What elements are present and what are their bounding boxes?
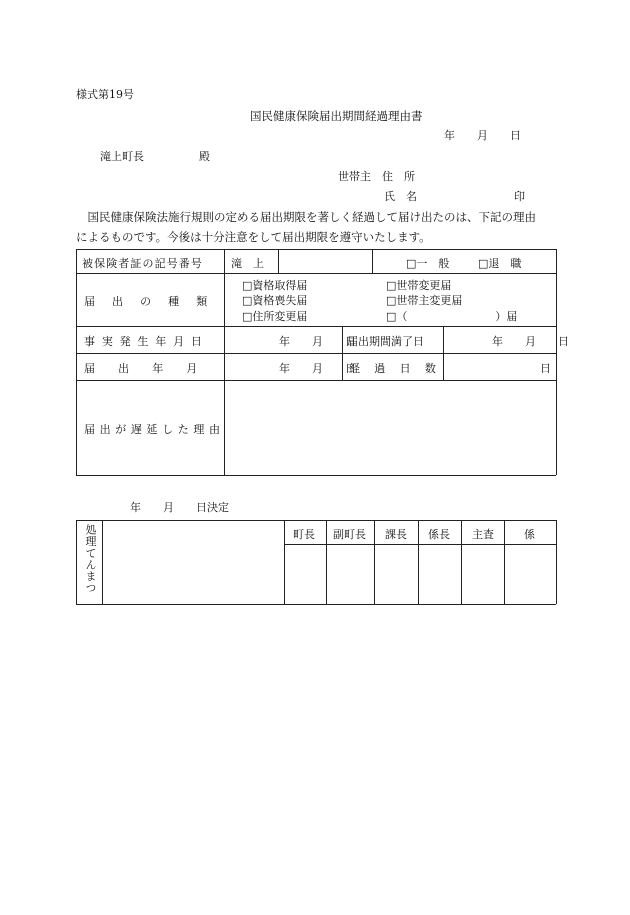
body-text-line-2: によるものです。今後は十分注意をして届出期限を遵守いたします。 (76, 230, 431, 244)
addressee: 滝上町長 殿 (100, 150, 210, 163)
approver-header-subsection-chief: 係長 (428, 528, 450, 541)
deadline-expiry-label: 届出期間満了日 (347, 335, 424, 348)
approver-header-inspector: 主査 (472, 528, 494, 541)
processing-notes-field[interactable] (103, 521, 283, 603)
stamp-box-section-chief[interactable] (375, 545, 418, 603)
form-number: 様式第19号 (76, 88, 134, 101)
general-checkbox[interactable]: □一 般 (406, 257, 450, 270)
body-text-line-1: 国民健康保険法施行規則の定める届出期限を著しく経過して届け出たのは、下記の理由 (76, 210, 536, 224)
approver-header-section-chief: 課長 (385, 528, 407, 541)
form-title: 国民健康保険届出期間経過理由書 (250, 109, 423, 123)
occurrence-date-label: 事実発生年月日 (84, 335, 209, 348)
decision-date[interactable]: 年 月 日決定 (130, 501, 229, 514)
retired-checkbox[interactable]: □退 職 (478, 257, 522, 270)
delay-reason-field[interactable] (225, 381, 555, 474)
insurance-card-number-field[interactable] (279, 250, 371, 272)
stamp-box-deputy-mayor[interactable] (327, 545, 374, 603)
insurance-card-prefix: 滝 上 (231, 257, 264, 270)
stamp-box-staff[interactable] (505, 545, 556, 603)
submission-date[interactable]: 年 月 日 (444, 129, 521, 142)
notification-date-field[interactable]: 年 月 日 (279, 362, 356, 375)
option-householder-change[interactable]: □世帯主変更届 (386, 294, 463, 307)
householder-name-label: 氏 名 (384, 190, 417, 203)
approver-header-staff: 係 (524, 528, 535, 541)
elapsed-days-label: 経過日数 (349, 362, 451, 375)
deadline-expiry-field[interactable]: 年 月 日 (492, 335, 569, 348)
option-qualification-lost[interactable]: □資格喪失届 (242, 294, 308, 307)
notification-date-label: 届出年月 (84, 362, 221, 375)
elapsed-days-unit[interactable]: 日 (540, 362, 551, 375)
householder-address-label: 世帯主 住 所 (338, 170, 415, 183)
approver-header-deputy-mayor: 副町長 (333, 528, 366, 541)
stamp-box-subsection-chief[interactable] (419, 545, 461, 603)
seal-mark: 印 (514, 190, 525, 203)
notification-type-label: 届出の種類 (84, 295, 225, 308)
approver-header-mayor: 町長 (293, 528, 315, 541)
option-qualification-acquired[interactable]: □資格取得届 (242, 279, 308, 292)
insurance-card-number-label: 被保険者証の記号番号 (82, 257, 203, 270)
stamp-box-inspector[interactable] (462, 545, 504, 603)
option-household-change[interactable]: □世帯変更届 (386, 279, 452, 292)
delay-reason-label: 届出が遅延した理由 (84, 423, 225, 436)
option-other[interactable]: □（ ）届 (386, 310, 518, 323)
occurrence-date-field[interactable]: 年 月 日 (279, 335, 356, 348)
stamp-box-mayor[interactable] (285, 545, 326, 603)
processing-label: 処理てんまつ (84, 524, 97, 594)
option-address-change[interactable]: □住所変更届 (242, 310, 308, 323)
